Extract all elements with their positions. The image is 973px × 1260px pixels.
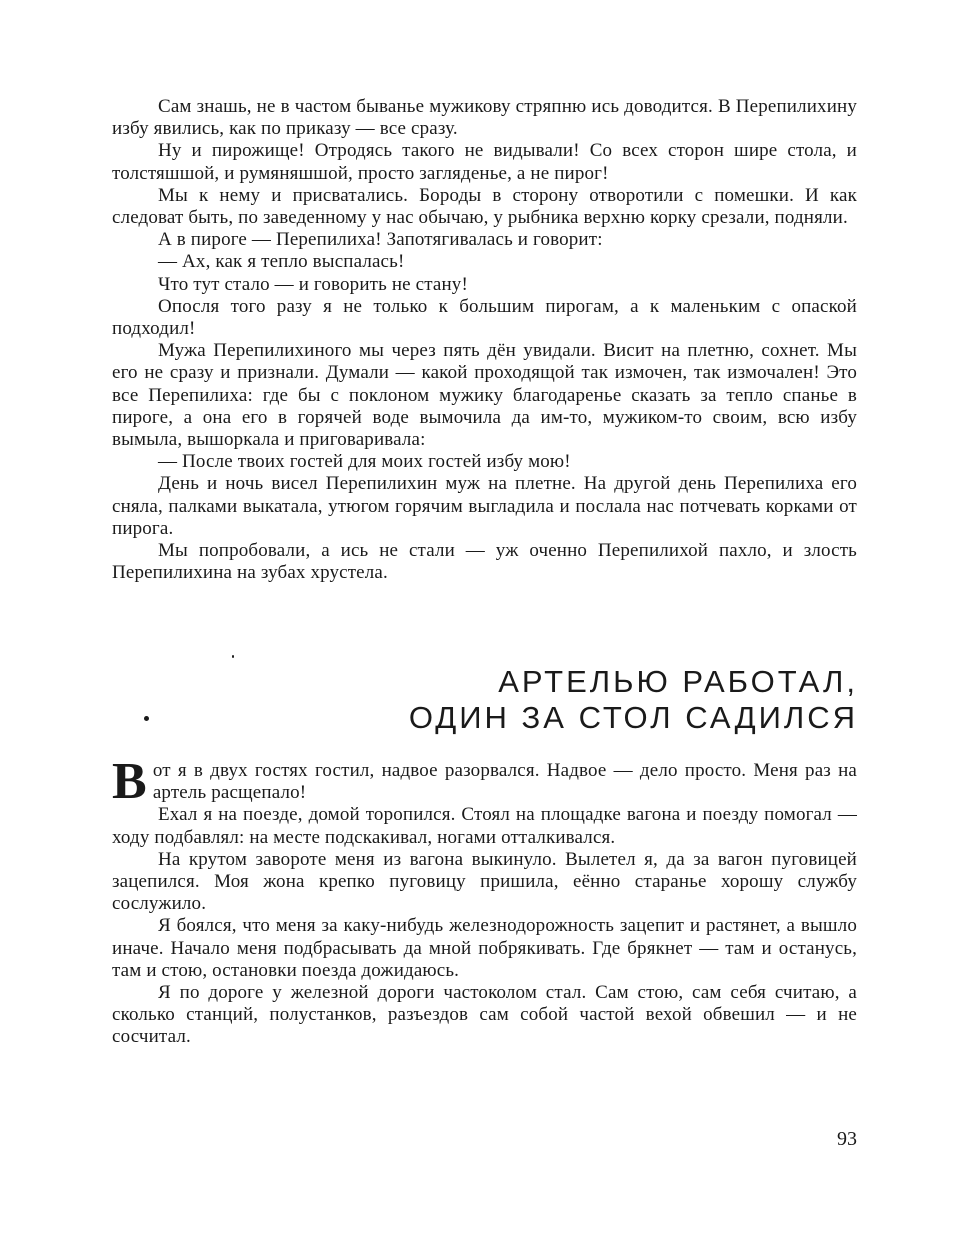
paragraph: Я боялся, что меня за каку-нибудь железнодорожность зацепит и растянет, а вышло иначе. Начало меня подбрасывать да мной побрякивать. Где брякнет — там и останусь, там и стою, остановки поезда дожидаюсь.: [112, 915, 857, 981]
page-number: 93: [837, 1128, 857, 1150]
first-paragraph: [112, 753, 857, 810]
paragraph: Опосля того разу я не только к большим пирогам, а к маленьким с опаской подходил!: [112, 295, 857, 340]
paragraph: — Ах, как я тепло выспалась!: [158, 251, 405, 273]
paragraph: Ехал я на поезде, домой торопился. Стоял на площадке вагона и поезду помогал — ходу подбавлял: на месте подскакивал, ногами отталкивался.: [112, 804, 857, 848]
paragraph: Я по дороге у железной дороги частоколом стал. Сам стою, сам себя считаю, а сколько станций, полустанков, разъездов сам собой частой вехой обвешил — и не сосчитал.: [112, 982, 857, 1048]
print-speck: [232, 655, 234, 658]
paragraph: На крутом завороте меня из вагона выкинуло. Вылетел я, да за вагон пуговицей зацепился. Моя жона крепко пуговицу пришила, еённо старанье хорошу службу сослужило.: [112, 848, 857, 915]
chapter-heading-line2: ОДИН ЗА СТОЛ САДИЛСЯ: [408, 700, 858, 735]
drop-cap: В: [112, 753, 147, 810]
paragraph: День и ночь висел Перепилихин муж на плетне. На другой день Перепилиха его сняла, палками выкатала, утюгом горячим выгладила и послала нас потчевать корками от пирога.: [112, 473, 857, 539]
print-speck: [144, 716, 149, 721]
paragraph: Мы к нему и присватались. Бороды в сторону отворотили с помешки. И как следоват быть, по заведенному у нас обычаю, у рыбника верхню корку срезали, подняли.: [112, 184, 857, 229]
paragraph: Что тут стало — и говорить не стану!: [158, 273, 468, 295]
paragraph: Ну и пирожище! Отродясь такого не видывали! Со всех сторон шире стола, и толстяшшой, и румяняшшой, просто загляденье, а не пирог!: [112, 140, 857, 184]
paragraph: А в пироге — Перепилиха! Запотягивалась и говорит:: [158, 229, 603, 251]
paragraph: — После твоих гостей для моих гостей избу мою!: [158, 451, 571, 473]
top-text-block: [112, 96, 857, 584]
paragraph: Сам знашь, не в частом быванье мужикову стряпню ись доводится. В Перепилихину избу явились, как по приказу — все сразу.: [112, 96, 857, 140]
paragraph: Мужа Перепилихиного мы через пять дён увидали. Висит на плетню, сохнет. Мы его не сразу и признали. Думали — какой проходящой так измочен, так измочален! Это все Перепилиха: где бы с поклоном мужику благодаренье сказать за тепло спанье в пироге, а она его в горячей воде вымочила да им-то, мужиком-то своим, всю избу вымыла, вышоркала и приговаривала:: [112, 340, 857, 451]
paragraph: Мы попробовали, а ись не стали — уж оченно Перепилихой пахло, и злость Перепилихина на зубах хрустела.: [112, 540, 857, 584]
chapter-heading: [380, 664, 858, 736]
bottom-text-block: [112, 753, 857, 1049]
first-paragraph-text: от я в двух гостях гостил, надвое разорвался. Надвое — дело просто. Меня раз на артель расщепало!: [152, 760, 857, 804]
chapter-heading-line1: АРТЕЛЬЮ РАБОТАЛ,: [498, 664, 858, 699]
